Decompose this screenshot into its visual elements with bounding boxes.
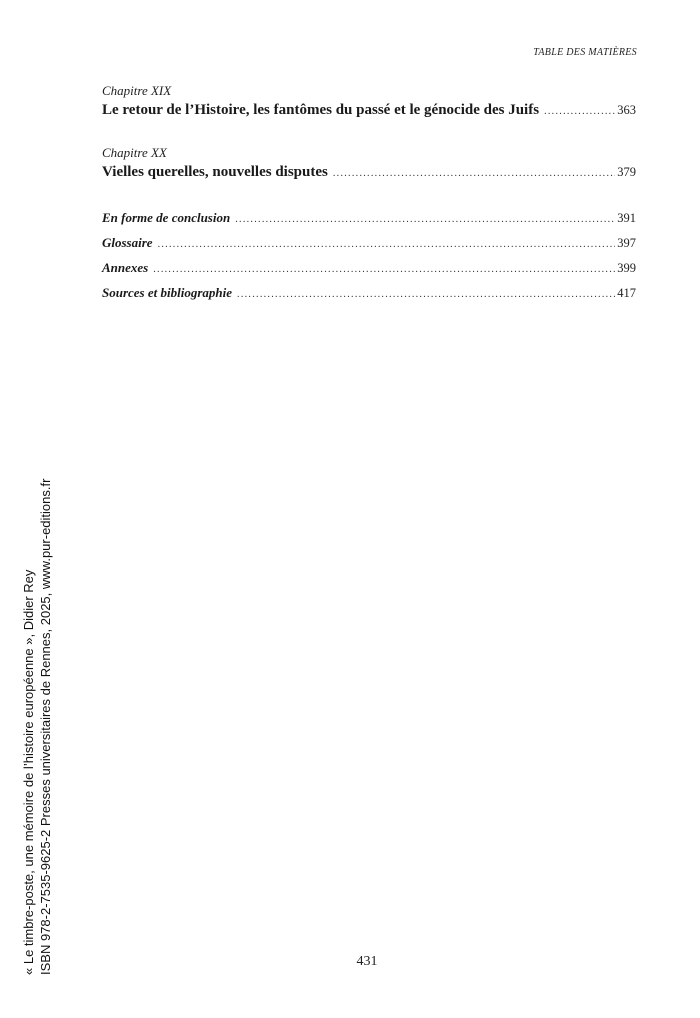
page-number: 363 — [617, 103, 636, 117]
page-number: 417 — [617, 286, 636, 300]
chapter-entry-xix — [102, 82, 636, 122]
toc-entry-annexes[interactable] — [102, 256, 636, 281]
toc-entry-glossaire[interactable] — [102, 231, 636, 256]
dot-leader — [544, 102, 615, 122]
page-folio: 431 — [356, 954, 378, 969]
section-title: Annexes — [102, 260, 149, 275]
chapter-label: Chapitre XIX — [102, 83, 172, 98]
dot-leader — [333, 164, 615, 184]
side-note-line-1: « Le timbre-poste, une mémoire de l’histoire européenne », Didier Rey — [21, 569, 36, 975]
dot-leader — [235, 208, 615, 231]
chapter-title-row[interactable] — [102, 162, 636, 184]
back-matter-list — [102, 206, 636, 306]
section-title: En forme de conclusion — [102, 210, 231, 225]
page-number: 397 — [617, 236, 636, 250]
chapter-entry-xx — [102, 144, 636, 184]
running-header: TABLE DES MATIÈRES — [533, 47, 637, 58]
side-note-line-2: ISBN 978-2-7535-9625-2 Presses universitaires de Rennes, 2025, www.pur-editions.fr — [38, 478, 53, 975]
page-number: 399 — [617, 261, 636, 275]
chapter-title: Vielles querelles, nouvelles disputes — [102, 164, 328, 180]
copyright-side-note — [20, 479, 54, 975]
dot-leader — [158, 233, 616, 256]
section-title: Sources et bibliographie — [102, 285, 233, 300]
dot-leader — [237, 283, 615, 306]
toc-entry-conclusion[interactable] — [102, 206, 636, 231]
toc-entry-sources[interactable] — [102, 281, 636, 306]
page-number: 379 — [617, 165, 636, 179]
chapter-title-row[interactable] — [102, 100, 636, 122]
chapter-title: Le retour de l’Histoire, les fantômes du passé et le génocide des Juifs — [102, 102, 540, 118]
chapter-label: Chapitre XX — [102, 145, 167, 160]
dot-leader — [153, 258, 615, 281]
table-of-contents — [102, 82, 636, 306]
section-title: Glossaire — [102, 235, 153, 250]
page-number: 391 — [617, 211, 636, 225]
